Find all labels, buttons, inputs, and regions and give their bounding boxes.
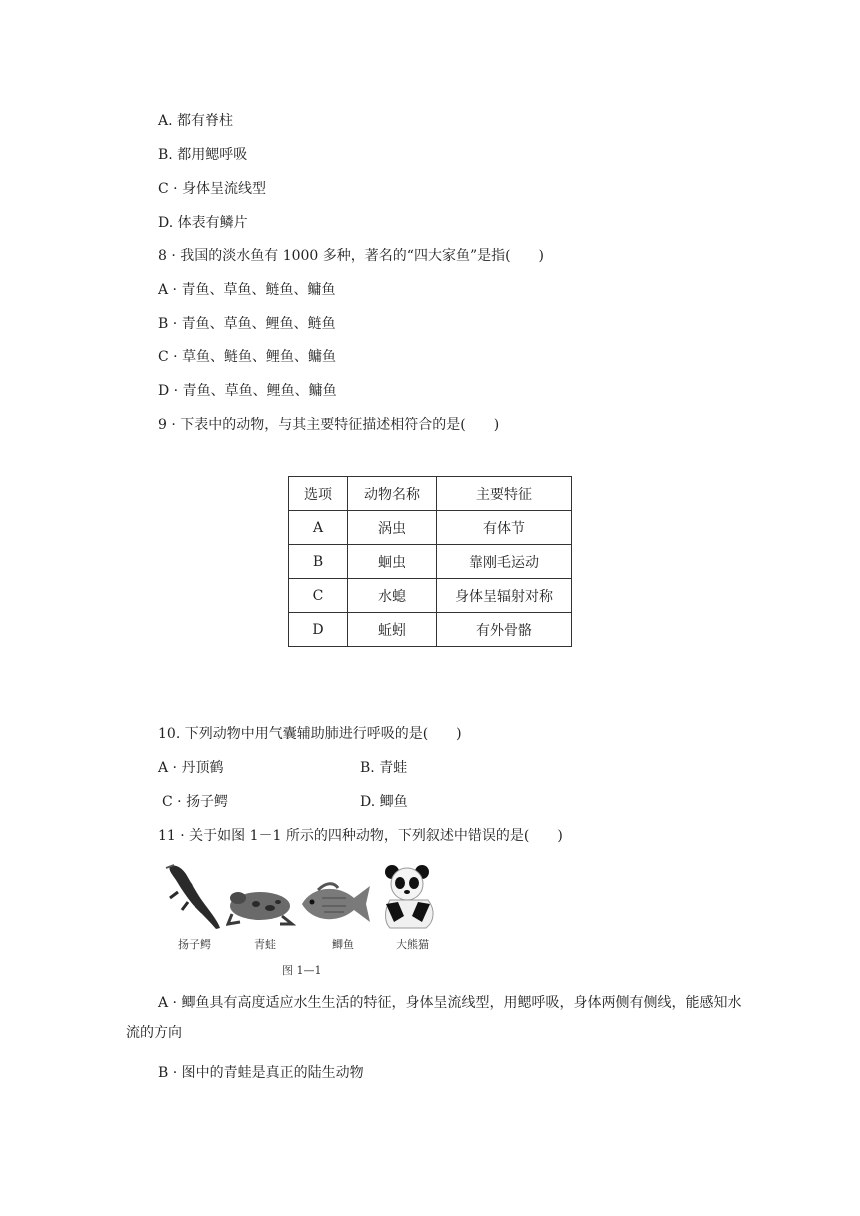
carp-illustration (298, 878, 374, 930)
figure-label: 扬子鳄 (178, 938, 211, 951)
q9-table (288, 476, 572, 647)
q7-option-c: C · 身体呈流线型 (158, 181, 267, 197)
table-row (289, 545, 572, 579)
table-cell: 蛔虫 (348, 545, 437, 579)
panda-illustration (382, 864, 438, 930)
table-cell: A (289, 511, 348, 545)
table-cell: 蚯蚓 (348, 613, 437, 647)
q10-option-d: D. 鲫鱼 (360, 794, 408, 810)
table-row (289, 579, 572, 613)
q7-option-d: D. 体表有鳞片 (158, 215, 248, 231)
q8-option-c: C · 草鱼、鲢鱼、鲤鱼、鳙鱼 (158, 349, 337, 365)
figure-label: 大熊猫 (396, 938, 429, 951)
q10-option-b: B. 青蛙 (360, 760, 408, 776)
q9-stem: 9 · 下表中的动物，与其主要特征描述相符合的是( ) (158, 417, 500, 433)
table-header-row (289, 477, 572, 511)
table-cell: 有体节 (437, 511, 572, 545)
header-cell: 选项 (289, 477, 348, 511)
figure-label: 青蛙 (254, 938, 276, 951)
header-cell: 主要特征 (437, 477, 572, 511)
table-cell: 有外骨骼 (437, 613, 572, 647)
q8-option-a: A · 青鱼、草鱼、鲢鱼、鳙鱼 (158, 282, 336, 298)
q10-option-a: A · 丹顶鹤 (158, 760, 224, 776)
table-cell: 身体呈辐射对称 (437, 579, 572, 613)
q8-option-b: B · 青鱼、草鱼、鲤鱼、鲢鱼 (158, 316, 336, 332)
figure-label: 鲫鱼 (332, 938, 354, 951)
table-row (289, 613, 572, 647)
q11-option-b: B · 图中的青蛙是真正的陆生动物 (158, 1065, 364, 1081)
table-cell: 涡虫 (348, 511, 437, 545)
header-cell: 动物名称 (348, 477, 437, 511)
q7-option-a: A. 都有脊柱 (158, 113, 234, 129)
alligator-illustration (162, 862, 224, 932)
q8-option-d: D · 青鱼、草鱼、鲤鱼、鳙鱼 (158, 383, 337, 399)
table-cell: D (289, 613, 348, 647)
q11-option-a: A · 鲫鱼具有高度适应水生生活的特征，身体呈流线型，用鳃呼吸，身体两侧有侧线，能感知水流的方向 (126, 995, 742, 1041)
animals-figure (160, 860, 440, 978)
table-cell: 水螅 (348, 579, 437, 613)
table-row (289, 511, 572, 545)
frog-illustration (226, 880, 296, 928)
q10-stem: 10. 下列动物中用气囊辅助肺进行呼吸的是( ) (158, 726, 462, 742)
table-cell: B (289, 545, 348, 579)
table-cell: 靠刚毛运动 (437, 545, 572, 579)
q10-option-c: C · 扬子鳄 (162, 794, 229, 810)
q11-stem: 11 · 关于如图 1－1 所示的四种动物，下列叙述中错误的是( ) (158, 828, 563, 844)
figure-caption: 图 1—1 (282, 964, 322, 977)
q8-stem: 8 · 我国的淡水鱼有 1000 多种，著名的“四大家鱼”是指( ) (158, 248, 545, 264)
q7-option-b: B. 都用鳃呼吸 (158, 147, 248, 163)
table-cell: C (289, 579, 348, 613)
